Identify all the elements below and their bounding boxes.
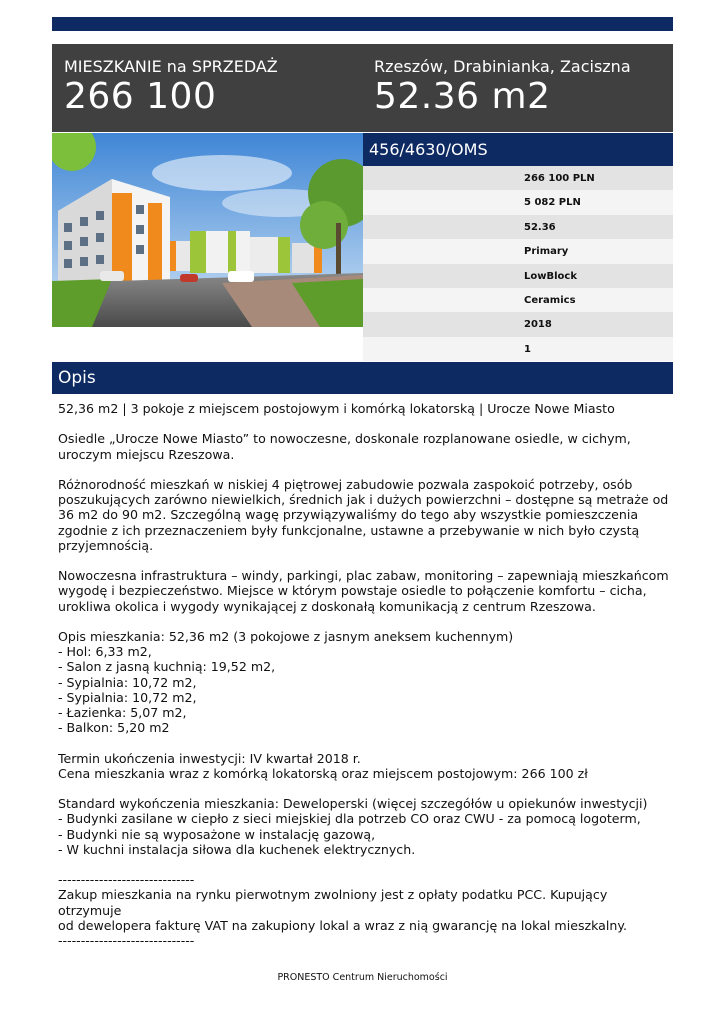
description-completion: Termin ukończenia inwestycji: IV kwartał 2018 r. Cena mieszkania wraz z komórką lokatorską oraz miejscem postojowym: 266 100 zł — [58, 750, 588, 781]
section-title: Opis — [58, 368, 96, 388]
spec-row — [363, 215, 673, 239]
listing-type: MIESZKANIE na SPRZEDAŻ — [64, 57, 278, 76]
property-photo — [52, 133, 363, 327]
description-heading — [52, 362, 673, 394]
spec-value: 52.36 — [524, 221, 556, 233]
spec-row — [363, 190, 673, 214]
listing-id-bar — [363, 133, 673, 166]
listing-area: 52.36 m2 — [374, 76, 551, 117]
spec-value: LowBlock — [524, 270, 577, 282]
spec-row — [363, 288, 673, 312]
spec-table — [363, 166, 673, 361]
description-summary: 52,36 m2 | 3 pokoje z miejscem postojowym i komórką lokatorską | Urocze Nowe Miasto — [58, 401, 615, 416]
description-infrastructure: Nowoczesna infrastruktura – windy, parkingi, plac zabaw, monitoring – zapewniają mieszkańcom wygodę i bezpieczeństwo. Miejsce w którym powstaje osiedle to połączenie komfortu – cicha, urokliwa okolica i wygody wynikającej z doskonałą komunikacją z centrum Rzeszowa. — [58, 568, 669, 614]
listing-price: 266 100 — [64, 76, 217, 117]
top-accent-bar — [52, 17, 673, 31]
spec-value: 2018 — [524, 319, 552, 331]
description-variety: Różnorodność mieszkań w niskiej 4 piętrowej zabudowie pozwala zaspokoić potrzeby, osób poszukujących zarówno niewielkich, średnich jak i dużych powierzchni – dostępne są metraże od 36 m2 do 90 m2. Szczególną wagę przywiązywaliśmy do tego aby wszystkie pomieszczenia zgodnie z ich przeznaczeniem były funkcjonalne, ustawne a przebywanie w nich było czystą przyjemnością. — [58, 476, 669, 553]
header-right — [374, 44, 669, 132]
description-intro: Osiedle „Urocze Nowe Miasto” to nowoczesne, doskonale rozplanowane osiedle, w cichym, uroczym miejscu Rzeszowa. — [58, 431, 631, 462]
listing-id: 456/4630/OMS — [369, 140, 488, 159]
header-left — [64, 44, 364, 132]
spec-value: 266 100 PLN — [524, 173, 595, 184]
listing-header — [52, 44, 673, 132]
description-body — [58, 401, 670, 948]
spec-value: Primary — [524, 246, 569, 258]
description-standard: Standard wykończenia mieszkania: Deweloperski (więcej szczegółów u opiekunów inwestycji) - Budynki zasilane w ciepło z sieci miejskiej dla potrzeb CO oraz CWU - za pomocą logoterm, - Budynki nie są wyposażone w instalację gazową, - W kuchni instalacja siłowa dla kuchenek elektrycznych. — [58, 796, 648, 857]
spec-row — [363, 337, 673, 361]
spec-value: 5 082 PLN — [524, 197, 581, 209]
spec-row — [363, 166, 673, 190]
spec-row — [363, 312, 673, 336]
spec-row — [363, 264, 673, 288]
footer-agency: PRONESTO Centrum Nieruchomości — [277, 972, 448, 983]
description-rooms: Opis mieszkania: 52,36 m2 (3 pokojowe z jasnym aneksem kuchennym) - Hol: 6,33 m2, - Salon z jasną kuchnią: 19,52 m2, - Sypialnia: 10,72 m2, - Sypialnia: 10,72 m2, - Łazienka: 5,07 m2, - Balkon: 5,20 m2 — [58, 628, 514, 736]
spec-row — [363, 239, 673, 263]
spec-value: Ceramics — [524, 294, 576, 306]
listing-location: Rzeszów, Drabinianka, Zaciszna — [374, 57, 631, 76]
description-tax: ------------------------------ Zakup mieszkania na rynku pierwotnym zwolniony jest z opłaty podatku PCC. Kupujący otrzymuje od dewelopera fakturę VAT na zakupiony lokal a wraz z nią gwarancję na lokal mieszkalny. ------------------------------ — [58, 872, 628, 948]
spec-value: 1 — [524, 343, 531, 355]
